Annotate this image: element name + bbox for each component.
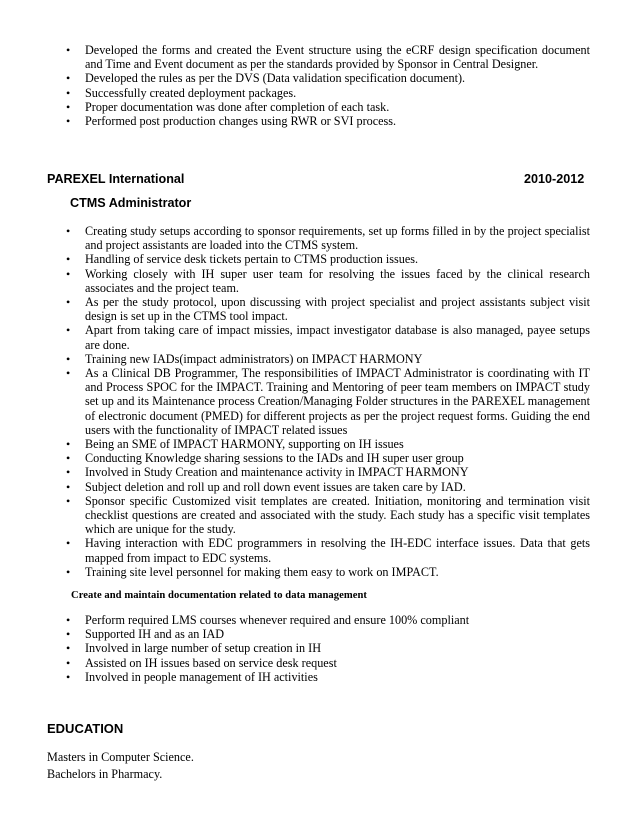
list-item: • Supported IH and as an IAD [66, 627, 590, 641]
list-item: • As a Clinical DB Programmer, The responsibilities of IMPACT Administrator is coordinating with IT and Process SPOC for the IMPACT. Training and Mentoring of peer team members on IMPACT study set up and its Maintenance process Creation/Managing Folder structures in the PAREXEL management of electronic document (PMED) for different projects as per the project request forms. Guiding the end users with the functionality of IMPACT related issues [66, 366, 590, 437]
sub-bullet-list [66, 613, 590, 684]
list-item: • Assisted on IH issues based on service desk request [66, 656, 590, 670]
education-line: Bachelors in Pharmacy. [47, 767, 163, 781]
job-role: CTMS Administrator [70, 196, 192, 210]
job-bullet-list [66, 224, 590, 579]
list-item: • Successfully created deployment packages. [66, 86, 590, 100]
education-heading: EDUCATION [47, 721, 124, 736]
list-item: • Training new IADs(impact administrators) on IMPACT HARMONY [66, 352, 590, 366]
list-item: • Being an SME of IMPACT HARMONY, supporting on IH issues [66, 437, 590, 451]
list-item: • Proper documentation was done after completion of each task. [66, 100, 590, 114]
list-item: • Creating study setups according to sponsor requirements, set up forms filled in by the project specialist and project assistants are loaded into the CTMS system. [66, 224, 590, 252]
list-item: • As per the study protocol, upon discussing with project specialist and project assistants subject visit design is set up in the CTMS tool impact. [66, 295, 590, 323]
previous-job-bullet-list [66, 43, 590, 128]
list-item: • Handling of service desk tickets pertain to CTMS production issues. [66, 252, 590, 266]
employment-dates: 2010-2012 [524, 172, 585, 186]
list-item: • Training site level personnel for making them easy to work on IMPACT. [66, 565, 590, 579]
list-item: • Apart from taking care of impact missies, impact investigator database is also managed, payee setups are done. [66, 323, 590, 351]
list-item: • Working closely with IH super user team for resolving the issues faced by the clinical research associates and the project team. [66, 267, 590, 295]
list-item: • Subject deletion and roll up and roll down event issues are taken care by IAD. [66, 480, 590, 494]
list-item: • Perform required LMS courses whenever required and ensure 100% compliant [66, 613, 590, 627]
list-item: • Having interaction with EDC programmers in resolving the IH-EDC interface issues. Data that gets mapped from impact to EDC systems. [66, 536, 590, 564]
list-item: • Involved in people management of IH activities [66, 670, 590, 684]
section-subheading: Create and maintain documentation related to data management [71, 590, 367, 601]
list-item: • Performed post production changes using RWR or SVI process. [66, 114, 590, 128]
list-item: • Involved in large number of setup creation in IH [66, 641, 590, 655]
company-name: PAREXEL International [47, 172, 185, 186]
list-item: • Conducting Knowledge sharing sessions to the IADs and IH super user group [66, 451, 590, 465]
list-item: • Involved in Study Creation and maintenance activity in IMPACT HARMONY [66, 465, 590, 479]
list-item: • Sponsor specific Customized visit templates are created. Initiation, monitoring and termination visit checklist questions are created and associated with the study. Each study has a specific visit templates which are unique for the study. [66, 494, 590, 537]
education-line: Masters in Computer Science. [47, 750, 194, 764]
list-item: • Developed the rules as per the DVS (Data validation specification document). [66, 71, 590, 85]
list-item: • Developed the forms and created the Event structure using the eCRF design specification document and Time and Event document as per the standards provided by Sponsor in Central Designer. [66, 43, 590, 71]
